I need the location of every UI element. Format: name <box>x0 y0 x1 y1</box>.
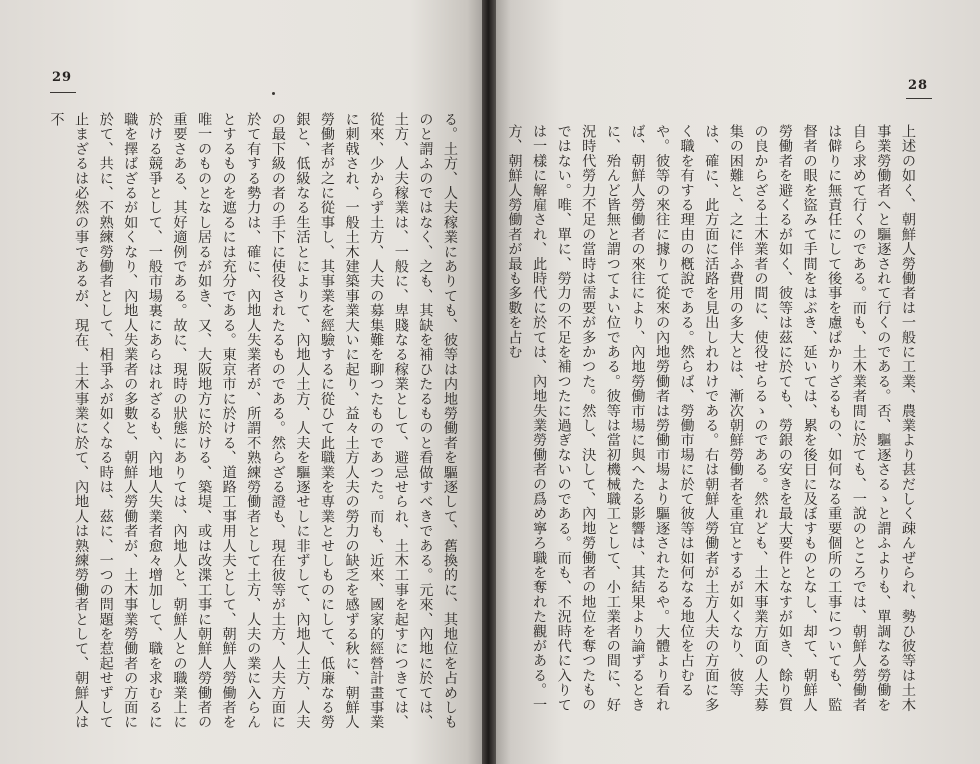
ink-speck <box>272 92 275 95</box>
page-number-left: 29 <box>52 70 73 85</box>
page-number-rule-left <box>50 92 76 93</box>
right-page <box>496 0 980 764</box>
page-number-rule-right <box>906 98 932 99</box>
right-page-body-text: 上述の如く、朝鮮人勞働者は一般に工業、農業より甚だしく疎んぜられ、勢ひ彼等は土木事業勞働者へと驅逐されて行くのである。否、驅逐さるゝと謂ふよりも、單調なる勞働を自ら求めて行くのである。而も、土木業者間に於ても、一說のところでは、朝鮮人勞働者は僻りに無責任にして後事を慮ぱかりざるもの、如何なる重要個所の工事についても、監督者の眼を盜みて手間をはぶき、延いては、累を後日に及ぼすものとなし、却て、朝鮮人勞働者を避くるが如く、彼等は茲に於ても、勞銀の安きを最大要件となすが如き、餘り質の良からざる土木業者の間に、使役せらるゝのである。然れども、土木事業方面の人夫募集の困難と、之に伴ふ費用の多大とは、漸次朝鮮勞働者を重宜とするが如くなり、彼等は、確に、此方面に活路を見出しれわけである。右は朝鮮人勞働者が土方人夫の方面に多く職を有する理由の槪說である。然らば、勞働市場に於て彼等は如何なる地位を占むるや。彼等の來往に據りて從來の內地勞働者は勞働市場より驅逐されたるや。大體より看れば、朝鮮人勞働者の來往により、內地勞働市場に與へたる影響は、其結果より論ずるときに、殆んど皆無と謂つてよい位である。彼等は當初機械職工として、小工業者の間に、好況時代勞力不足の當時は需要が多かつた。然し、決して、內地勞働者の地位を奪つたものではない。唯、單に、勞力の不足を補つたに過ぎないのである。而も、不況時代に入りては一樣に解雇され、此時代に於ては、內地失業勞働者の爲め寧ろ職を奪れた觀がある。一方、朝鮮人勞働者が最も多數を占む <box>506 124 916 712</box>
left-page-body-text: る。土方、人夫稼業にありても、彼等は内地勞働者を驅逐して、舊換的に、其地位を占めしものと謂ふのではなく、之も、其缺を補ひたるものと看做すべきである。元來、內地に於ては、土方、人夫稼業は、一般に、卑賤なる稼業として、避忌せられ、土木工事を起すにつきては、從來、少からず土方、人夫の募集難を聊つたものであつた。而も、近來、國家的經營計畫事業に刺戟され、一般土木建築事業大いに起り、益々土方人夫の勞力の缺乏を感ずる秋に、朝鮮人勞働者が之に從事し、其事業を經驗するに從ひて此職業を専業とせしものにして、低廉なる勞銀と、低級なる生活とによりて、內地人土方、人夫を驅逐せしに非ずして、內地人土方、人夫の最下級の者の手下に使役されたるものである。然らざる證も、現在彼等が土方、人夫方面に於て有する勢力は、確に、內地人失業者が、所謂不熟練勞働者として土方、人夫の業に入らんとするものを遮るには充分である。東京市に於ける、道路工事用人夫として、朝鮮人勞働者を唯一のものとなし居るが如き、又、大阪地方に於ける、築堤、或は改渫工事に朝鮮人勞働者の重要さある、其好適例である。故に、現時の狀態にありては、內地人と、朝鮮人との職業上に於ける競爭として、一般市場裏にあらはれざるも、內地人失業者愈々增加して、職を求むるに職を擇ばざるが如くなり、內地人失業者の多數と、朝鮮人勞働者が、土木事業勞働者の方面に於て、共に、不熟練勞働者として、相爭ふが如くなる時は、茲に、一つの問題を惹起せずして止まざるは必然の事であるが、現在、土木事業に於て、內地人は熟練勞働者として、朝鮮人は不 <box>48 112 458 730</box>
page-number-right: 28 <box>908 78 929 93</box>
left-page <box>0 0 482 764</box>
book-gutter <box>482 0 496 764</box>
